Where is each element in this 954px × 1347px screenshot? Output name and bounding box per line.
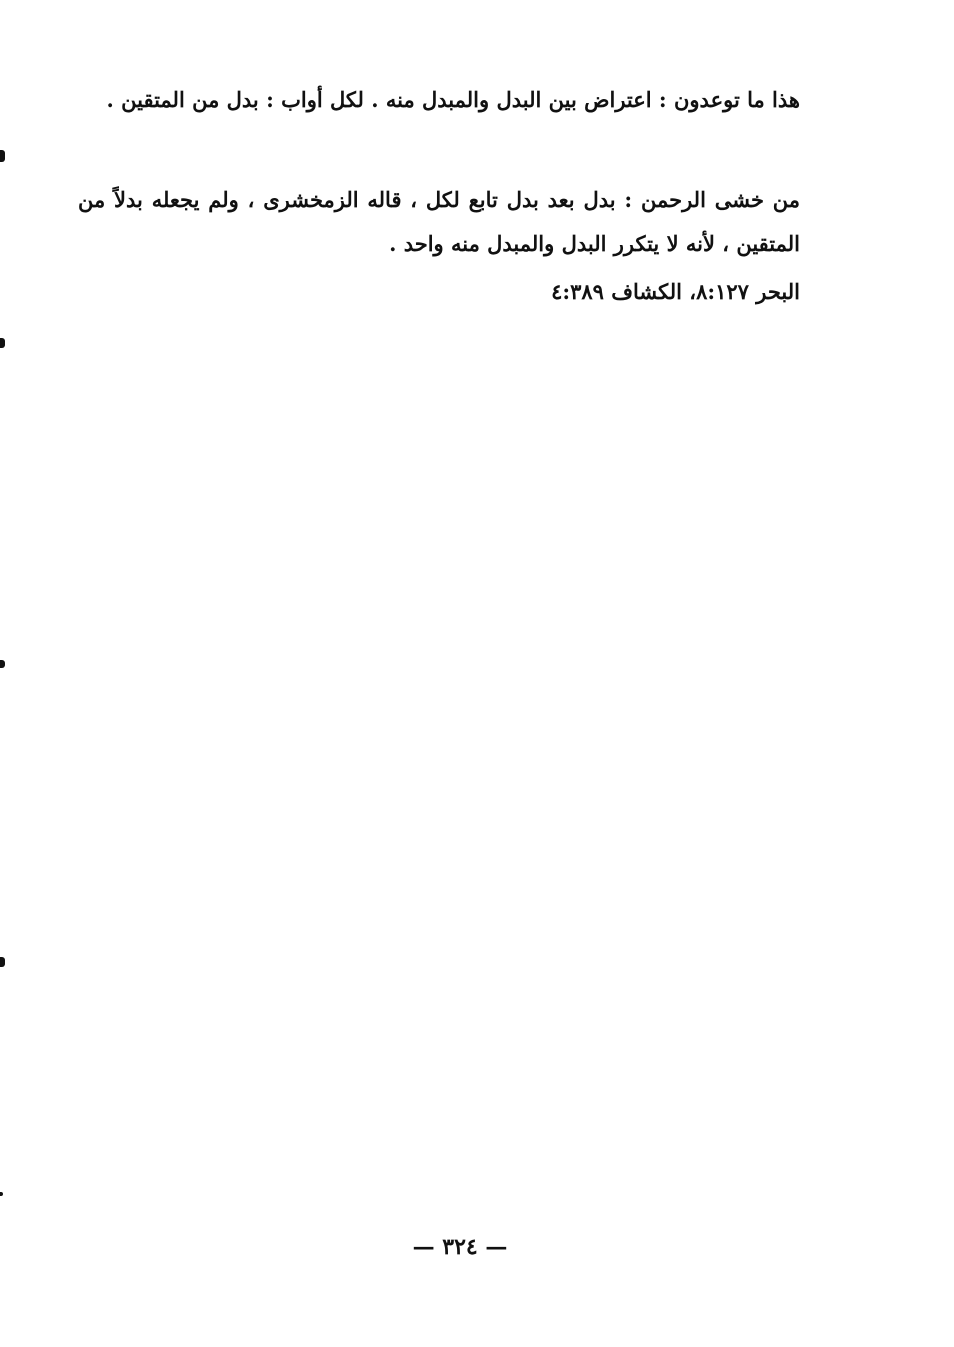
binding-hole-mark <box>0 338 5 348</box>
source-citation-line <box>78 270 800 314</box>
source-citation: البحر ٨:١٢٧، الكشاف ٤:٣٨٩ <box>551 279 800 304</box>
binding-hole-mark <box>0 150 5 162</box>
page-number: — ٣٢٤ — <box>412 1234 508 1260</box>
commentary-paragraph-1: هذا ما توعدون : اعتراض بين البدل والمبدل منه . لكل أواب : بدل من المتقين . <box>106 87 800 112</box>
binding-hole-mark <box>0 660 5 668</box>
binding-hole-mark <box>0 957 5 967</box>
binding-hole-mark <box>0 1192 3 1196</box>
commentary-paragraph-2: من خشى الرحمن : بدل بعد بدل تابع لكل ، قاله الزمخشرى ، ولم يجعله بدلاً من المتقين ، لأنه لا يتكرر البدل والمبدل منه واحد . <box>78 187 800 256</box>
